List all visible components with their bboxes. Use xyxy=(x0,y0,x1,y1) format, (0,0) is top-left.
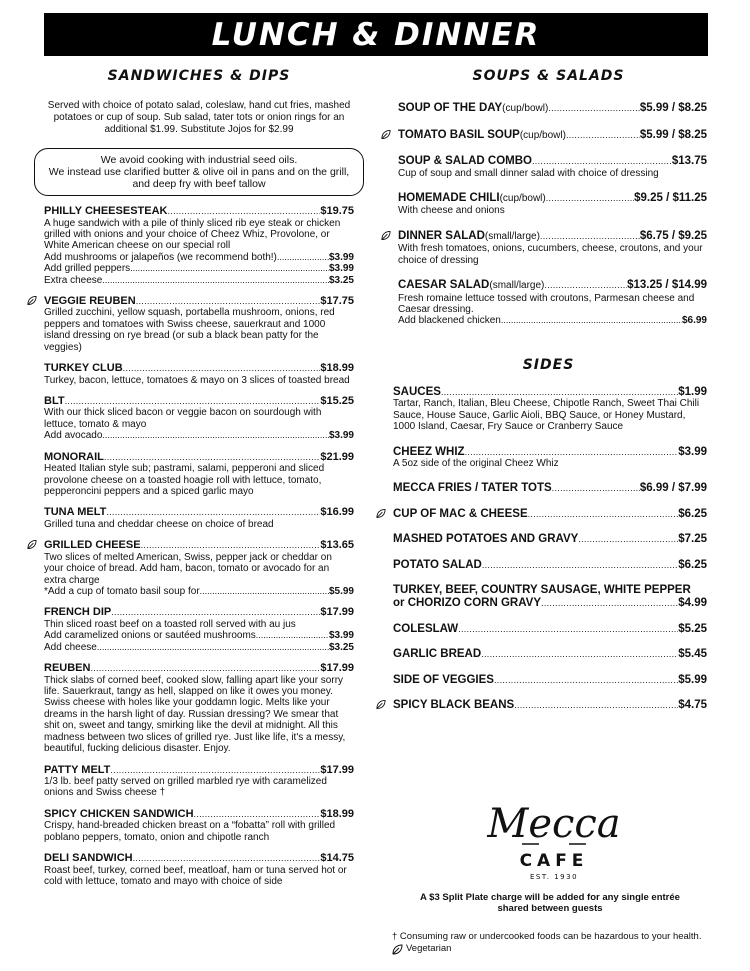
leaf-icon xyxy=(381,230,391,241)
item-name: TURKEY CLUB xyxy=(44,362,123,375)
item-price: $5.99 / $8.25 xyxy=(639,128,707,141)
add-on-text: Add cheese xyxy=(44,641,97,653)
notice-line: We avoid cooking with industrial seed oils. xyxy=(100,154,298,166)
menu-item xyxy=(398,279,707,327)
add-on-row xyxy=(44,263,354,274)
item-row xyxy=(44,606,354,619)
item-row xyxy=(398,230,707,244)
add-on-row xyxy=(44,275,354,286)
item-description: With our thick sliced bacon or veggie bacon on sourdough with lettuce, tomato & mayo xyxy=(44,407,322,430)
item-row xyxy=(393,559,707,572)
item-price: $18.99 xyxy=(320,807,354,820)
add-on-row xyxy=(44,430,354,441)
item-row xyxy=(44,764,354,777)
leader-dots xyxy=(200,586,329,597)
leaf-icon xyxy=(392,944,403,955)
add-on-text: Extra cheese xyxy=(44,274,103,286)
add-on-text: Add blackened chicken xyxy=(398,315,501,327)
leader-dots xyxy=(514,699,678,712)
menu-item xyxy=(44,764,354,799)
item-price: $6.99 / $7.99 xyxy=(639,482,707,495)
item-description: With fresh tomatoes, onions, cucumbers, cheese, croutons, and your choice of dressing xyxy=(398,243,703,266)
menu-item xyxy=(44,506,354,530)
item-name: SOUP OF THE DAY xyxy=(398,102,503,114)
menu-item xyxy=(393,386,707,433)
notice-line: and deep fry with beef tallow xyxy=(132,178,266,190)
add-on-price: $3.99 xyxy=(328,251,354,263)
sandwiches-heading: SANDWICHES & DIPS xyxy=(107,68,291,84)
leader-dots xyxy=(548,102,640,115)
leaf-icon xyxy=(376,699,386,710)
item-size: (small/large) xyxy=(484,230,540,242)
item-row xyxy=(44,205,354,218)
item-name: TOMATO BASIL SOUP xyxy=(398,128,520,141)
item-row xyxy=(44,539,354,552)
leader-dots xyxy=(90,662,320,675)
mecca-cafe-logo xyxy=(484,797,624,887)
leader-dots xyxy=(110,764,320,777)
soups-heading: SOUPS & SALADS xyxy=(472,68,625,84)
leader-dots xyxy=(130,263,329,274)
menu-item xyxy=(393,623,707,636)
item-row xyxy=(393,482,707,495)
menu-item xyxy=(44,451,354,498)
leaf-icon xyxy=(27,295,37,306)
item-name: GARLIC BREAD xyxy=(393,648,482,661)
item-row xyxy=(44,662,354,675)
menu-item xyxy=(44,539,354,597)
item-row xyxy=(393,623,707,636)
item-price: $13.75 xyxy=(671,155,707,167)
item-description: Grilled tuna and cheddar cheese on choice of bread xyxy=(44,518,274,530)
item-price: $17.75 xyxy=(320,294,354,307)
item-price: $6.25 xyxy=(678,558,707,571)
item-size: (cup/bowl) xyxy=(519,129,566,141)
item-row xyxy=(44,506,354,519)
item-price: $1.99 xyxy=(678,385,707,398)
soups-column xyxy=(390,68,707,712)
item-name: VEGGIE REUBEN xyxy=(44,294,136,307)
item-name: MONORAIL xyxy=(44,450,104,463)
item-description: Thick slabs of corned beef, cooked slow, falling apart like your sorry life. Sauerkraut, tangy as hell, slapped on like it owes you money. Swiss cheese with holes like your goddamn logic. Melts like your dreams in the harsh light of day. Russian dressing? We smear that shit on, sweet and tangy, smirking like the devil at midnight. All this madness between two slices of grilled rye. Just like life, it's a messy, beautiful, fucking delicious disaster. Enjoy. xyxy=(44,674,346,755)
leader-dots xyxy=(528,508,679,521)
leader-dots xyxy=(540,230,640,243)
item-description: A 5oz side of the original Cheez Whiz xyxy=(393,458,559,470)
menu-item xyxy=(398,192,707,217)
item-price: $13.65 xyxy=(320,539,354,552)
logo-word: CAFE xyxy=(519,851,589,871)
add-on-text: Add mushrooms or jalapeños (we recommend both!) xyxy=(44,251,277,263)
item-row xyxy=(393,597,707,610)
item-description: Heated Italian style sub; pastrami, salami, pepperoni and sliced provolone cheese on a toasted hoagie roll with lettuce, tomato, pepperoncini peppers and a spiced garlic mayo xyxy=(44,463,325,497)
item-price: $14.75 xyxy=(320,852,354,865)
sandwiches-column xyxy=(44,68,354,887)
item-row xyxy=(398,192,707,206)
item-description: 1/3 lb. beef patty served on grilled marbled rye with caramelized onions and Swiss cheese † xyxy=(44,776,327,799)
logo-script: Mecca xyxy=(487,801,621,847)
add-on-price: $3.99 xyxy=(328,630,354,642)
add-on-price: $3.25 xyxy=(328,274,354,286)
item-price: $5.99 xyxy=(678,673,707,686)
leader-dots xyxy=(123,362,321,375)
item-price: $16.99 xyxy=(320,506,354,519)
leader-dots xyxy=(441,386,678,399)
item-name: MECCA FRIES / TATER TOTS xyxy=(393,482,552,495)
item-price: $4.75 xyxy=(678,699,707,712)
leader-dots xyxy=(141,539,321,552)
leader-dots xyxy=(194,808,321,821)
item-price: $3.99 xyxy=(678,445,707,458)
item-price: $17.99 xyxy=(320,606,354,619)
leader-dots xyxy=(566,129,640,142)
menu-item xyxy=(393,674,707,687)
leader-dots xyxy=(541,597,678,610)
raw-food-warning: † Consuming raw or undercooked foods can be hazardous to your health. xyxy=(392,931,702,942)
item-row xyxy=(393,446,707,459)
item-name: TUNA MELT xyxy=(44,506,107,519)
soup-list xyxy=(390,102,707,327)
item-name: CAESAR SALAD xyxy=(398,279,490,292)
item-price: $5.99 / $8.25 xyxy=(639,102,707,114)
leader-dots xyxy=(277,252,329,263)
leader-dots xyxy=(65,395,321,408)
item-price: $21.99 xyxy=(320,450,354,463)
item-price: $5.25 xyxy=(678,622,707,635)
oil-notice xyxy=(34,148,364,196)
menu-item xyxy=(44,205,354,286)
leader-dots xyxy=(578,533,678,546)
leader-dots xyxy=(106,506,320,519)
menu-item xyxy=(44,362,354,386)
vegetarian-label: Vegetarian xyxy=(406,943,452,954)
item-row xyxy=(393,386,707,399)
item-name: BLT xyxy=(44,394,65,407)
leader-dots xyxy=(481,648,678,661)
leader-dots xyxy=(104,451,320,464)
add-on-text: Add avocado xyxy=(44,430,103,442)
leader-dots xyxy=(111,606,320,619)
vegetarian-legend xyxy=(392,943,712,955)
item-description: Roast beef, turkey, corned beef, meatloaf, ham or tuna served hot or cold with lettuce, tomato and mayo with choice of side xyxy=(44,864,347,888)
item-name: SAUCES xyxy=(393,385,441,398)
leader-dots xyxy=(136,295,321,308)
leaf-icon xyxy=(376,508,386,519)
item-name: COLESLAW xyxy=(393,622,459,635)
item-row xyxy=(398,279,707,293)
item-name: POTATO SALAD xyxy=(393,558,482,571)
menu-item xyxy=(398,102,707,116)
leader-dots xyxy=(494,674,678,687)
item-row xyxy=(398,102,707,116)
item-price: $17.99 xyxy=(320,662,354,675)
item-name: CUP OF MAC & CHEESE xyxy=(393,507,528,520)
menu-item xyxy=(393,648,707,661)
item-row xyxy=(44,295,354,308)
side-list xyxy=(390,386,707,712)
leader-dots xyxy=(552,482,640,495)
item-name: REUBEN xyxy=(44,662,91,675)
item-size: (small/large) xyxy=(489,280,545,292)
item-name: TURKEY, BEEF, COUNTRY SAUSAGE, WHITE PEPPER xyxy=(393,584,691,597)
item-price: $9.25 / $11.25 xyxy=(634,191,707,204)
add-on-price: $6.99 xyxy=(681,315,707,327)
item-row xyxy=(44,451,354,464)
add-on-row xyxy=(44,586,354,597)
menu-item xyxy=(393,482,707,495)
add-on-price: $3.25 xyxy=(328,641,354,653)
item-name: MASHED POTATOES AND GRAVY xyxy=(393,533,579,546)
add-on-text: Add grilled peppers xyxy=(44,263,131,275)
item-description: A huge sandwich with a pile of thinly sliced rib eye steak or chicken grilled with onions and your choice of Cheez Whiz, Provolone, or White American cheese on our special roll xyxy=(44,217,341,252)
menu-item xyxy=(393,699,707,712)
item-price: $17.99 xyxy=(320,763,354,776)
item-row xyxy=(393,648,707,661)
item-description: Fresh romaine lettuce tossed with croutons, Parmesan cheese and Caesar dressing. xyxy=(398,292,695,316)
leader-dots xyxy=(465,446,679,459)
item-name: DELI SANDWICH xyxy=(44,852,133,865)
menu-item xyxy=(44,852,354,887)
menu-item xyxy=(393,559,707,572)
add-on-row xyxy=(44,642,354,653)
leader-dots xyxy=(544,279,627,292)
menu-item xyxy=(398,129,707,143)
leader-dots xyxy=(256,630,329,641)
item-name: SPICY BLACK BEANS xyxy=(393,699,515,712)
item-name: SOUP & SALAD COMBO xyxy=(398,155,532,167)
item-description: Grilled zucchini, yellow squash, portabella mushroom, onions, red peppers and tomatoes with Swiss cheese, sauerkraut and 1000 island dressing on rye bread (or sub a black bean patty for the veggies) xyxy=(44,307,335,353)
add-on-row xyxy=(398,315,707,326)
footnotes xyxy=(392,931,712,955)
item-price: $7.25 xyxy=(678,533,707,546)
leader-dots xyxy=(102,430,329,441)
leaf-icon xyxy=(27,539,37,550)
menu-item xyxy=(44,662,354,754)
menu-item xyxy=(393,533,707,546)
menu-item xyxy=(398,155,707,179)
page-title: LUNCH & DINNER xyxy=(44,13,708,56)
add-on-text: Add caramelized onions or sautéed mushrooms xyxy=(44,630,256,642)
item-price: $5.45 xyxy=(678,648,707,661)
item-row xyxy=(393,508,707,521)
leader-dots xyxy=(501,315,682,326)
leader-dots xyxy=(546,192,634,205)
item-row xyxy=(44,362,354,375)
item-name-cont: or CHORIZO CORN GRAVY xyxy=(393,597,542,610)
sides-heading: SIDES xyxy=(522,356,575,373)
leaf-icon xyxy=(381,129,391,140)
menu-item xyxy=(44,295,354,353)
leader-dots xyxy=(458,623,678,636)
item-row xyxy=(398,129,707,143)
add-on-price: $5.99 xyxy=(328,586,354,598)
item-row xyxy=(393,533,707,546)
item-size: (cup/bowl) xyxy=(499,192,546,204)
item-price: $13.25 / $14.99 xyxy=(627,279,707,292)
add-on-text: *Add a cup of tomato basil soup for xyxy=(44,586,200,598)
item-description: With cheese and onions xyxy=(398,205,505,217)
item-row xyxy=(44,852,354,865)
item-price: $4.99 xyxy=(678,597,707,610)
item-name: FRENCH DIP xyxy=(44,606,112,619)
item-description: Turkey, bacon, lettuce, tomatoes & mayo on 3 slices of toasted bread xyxy=(44,374,350,386)
add-on-row xyxy=(44,630,354,641)
leader-dots xyxy=(97,642,329,653)
item-name: SPICY CHICKEN SANDWICH xyxy=(44,807,194,820)
item-description: Cup of soup and small dinner salad with choice of dressing xyxy=(398,167,659,179)
item-price: $15.25 xyxy=(320,394,354,407)
sandwich-list xyxy=(44,205,354,887)
leader-dots xyxy=(167,205,320,218)
menu-item xyxy=(398,230,707,266)
item-description: Thin sliced roast beef on a toasted roll served with au jus xyxy=(44,618,296,630)
menu-item xyxy=(44,395,354,442)
item-row xyxy=(398,155,707,168)
item-row xyxy=(393,674,707,687)
item-description: Two slices of melted American, Swiss, pepper jack or cheddar on your choice of bread. Add ham, bacon, tomato or avocado for an extra charge xyxy=(44,551,332,586)
item-name: CHEEZ WHIZ xyxy=(393,445,465,458)
item-row xyxy=(44,395,354,408)
item-price: $19.75 xyxy=(320,205,354,217)
menu-item xyxy=(393,446,707,470)
menu-item xyxy=(393,508,707,521)
menu-item xyxy=(44,606,354,653)
item-name: GRILLED CHEESE xyxy=(44,539,141,552)
item-name: DINNER SALAD xyxy=(398,229,485,242)
add-on-price: $3.99 xyxy=(328,430,354,442)
item-name: HOMEMADE CHILI xyxy=(398,191,500,204)
leader-dots xyxy=(532,155,672,168)
item-name: PATTY MELT xyxy=(44,763,111,776)
add-on-price: $3.99 xyxy=(328,263,354,275)
leader-dots xyxy=(102,275,329,286)
item-description: Tartar, Ranch, Italian, Bleu Cheese, Chipotle Ranch, Sweet Thai Chili Sauce, House Sauce, Garlic Aioli, BBQ Sauce, or Honey Mustard, 1000 Island, Caesar, Fry Sauce or Cranberry Sauce xyxy=(393,398,700,433)
item-name: SIDE OF VEGGIES xyxy=(393,673,494,686)
notice-line: We instead use clarified butter & olive oil in pans and on the grill, xyxy=(48,166,350,178)
item-price: $6.25 xyxy=(678,507,707,520)
item-row xyxy=(44,808,354,821)
item-size: (cup/bowl) xyxy=(502,103,549,114)
item-name: PHILLY CHEESESTEAK xyxy=(44,205,168,217)
menu-item xyxy=(44,808,354,843)
logo-est: EST. 1930 xyxy=(529,873,579,881)
sandwiches-intro: Served with choice of potato salad, coleslaw, hand cut fries, mashed potatoes or cup of soup. Sub salad, tater tots or onion rings for an additional $1.99. Substitute Jojos for $2.99 xyxy=(47,100,351,135)
menu-item xyxy=(393,584,707,610)
item-price: $18.99 xyxy=(320,362,354,375)
leader-dots xyxy=(133,852,321,865)
leader-dots xyxy=(482,559,678,572)
item-price: $6.75 / $9.25 xyxy=(639,229,707,242)
item-row xyxy=(393,699,707,712)
item-description: Crispy, hand-breaded chicken breast on a “fobatta” roll with grilled poblano peppers, tomato, onion and chipotle ranch xyxy=(44,820,336,843)
split-plate-note: A $3 Split Plate charge will be added for any single entrée shared between guests xyxy=(420,892,680,914)
add-on-row xyxy=(44,252,354,263)
